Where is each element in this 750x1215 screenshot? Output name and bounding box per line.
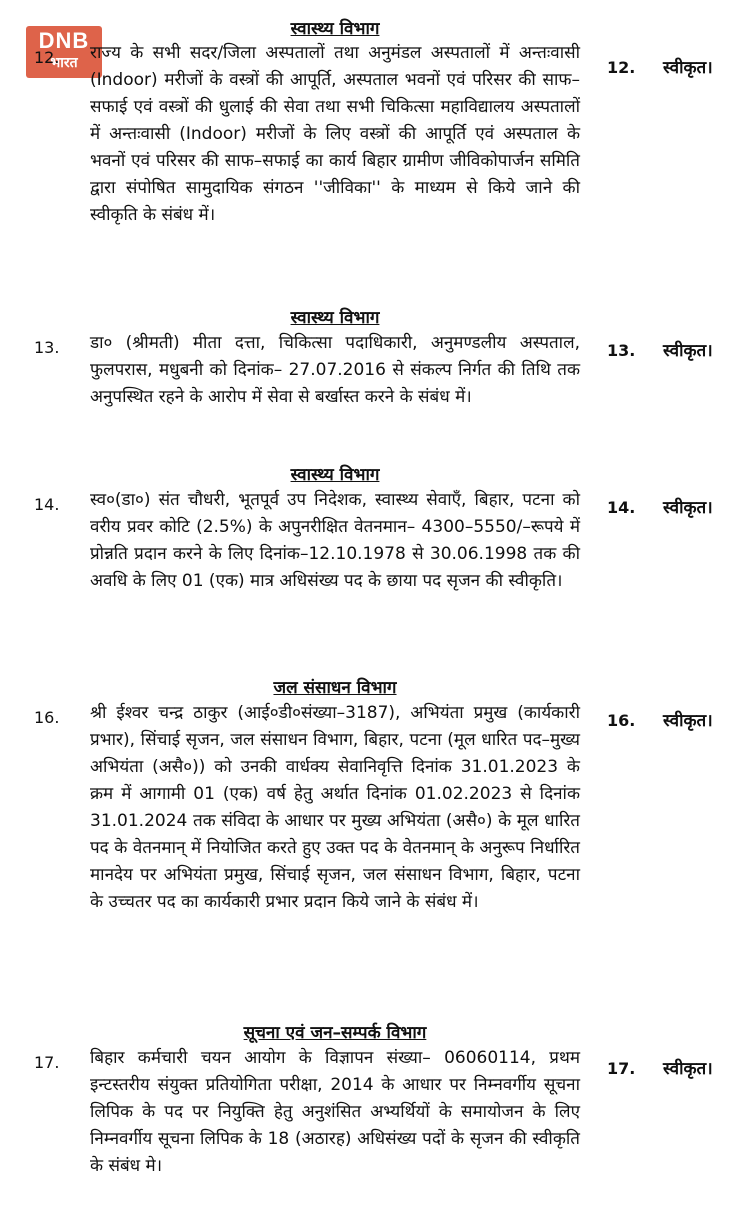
item-text: श्री ईश्वर चन्द्र ठाकुर (आई०डी०संख्या–3187), अभियंता प्रमुख (कार्यकारी प्रभार), सिंचाई सृजन, जल संसाधन विभाग, बिहार, पटना (मूल धारित पद–मुख्य अभियंता (असै०)) को उनकी वार्धक्य सेवानिवृत्ति दिनांक 31.01.2023 के क्रम में आगामी 01 (एक) वर्ष हेतु अर्थात दिनांक 01.02.2023 से दिनांक 31.01.2024 तक संविदा के आधार पर मुख्य अभियंता (असै०) के मूल धारित पद के वेतनमान् में नियोजित करते हुए उक्त पद के वेतनमान् के अनुरूप निर्धारित मानदेय पर अभियंता प्रमुख, सिंचाई सृजन, जल संसाधन विभाग, बिहार, पटना के उच्चतर पद का कार्यकारी प्रभार प्रदान किये जाने के संबंध में। — [90, 703, 580, 912]
item-text: राज्य के सभी सदर/जिला अस्पतालों तथा अनुमंडल अस्पतालों में अन्तःवासी (Indoor) मरीजों के वस्त्रों की आपूर्ति, अस्पताल भवनों एवं परिसर की साफ–सफाई एवं वस्त्रों की धुलाई की सेवा तथा सभी चिकित्सा महाविद्यालय अस्पतालों में अन्तःवासी (Indoor) मरीजों के लिए वस्त्रों की आपूर्ति एवं अस्पताल के भवनों एवं परिसर की साफ–सफाई का कार्य बिहार ग्रामीण जीविकोपार्जन समिति द्वारा संपोषित सामुदायिक संगठन ''जीविका'' के माध्यम से किये जाने की स्वीकृति के संबंध में। — [90, 43, 580, 225]
item-number: 12. — [34, 48, 60, 67]
item-number: 17. — [34, 1053, 60, 1072]
item-text: डा० (श्रीमती) मीता दत्ता, चिकित्सा पदाधिकारी, अनुमण्डलीय अस्पताल, फुलपरास, मधुबनी को दिनांक– 27.07.2016 से संकल्प निर्गत की तिथि तक अनुपस्थित रहने के आरोप में सेवा से बर्खास्त करने के संबंध में। — [90, 333, 580, 407]
status-label: स्वीकृत। — [663, 498, 713, 518]
status-label: स्वीकृत। — [663, 711, 713, 731]
watermark-logo-top: DNB — [38, 28, 90, 53]
department-heading: जल संसाधन विभाग — [273, 678, 397, 698]
item-text: स्व०(डा०) संत चौधरी, भूतपूर्व उप निदेशक, स्वास्थ्य सेवाएँ, बिहार, पटना को वरीय प्रवर कोटि (2.5%) के अपुनरीक्षित वेतनमान– 4300–5550/–रूपये में प्रोन्नति प्रदान करने के लिए दिनांक–12.10.1978 से 30.06.1998 तक की अवधि के लिए 01 (एक) मात्र अधिसंख्य पद के छाया पद सृजन की स्वीकृति। — [90, 490, 580, 591]
item-text: बिहार कर्मचारी चयन आयोग के विज्ञापन संख्या– 06060114, प्रथम इन्टस्तरीय संयुक्त प्रतियोगिता परीक्षा, 2014 के आधार पर निम्नवर्गीय सूचना लिपिक के पद पर नियुक्ति हेतु अनुशंसित अभ्यर्थियों के समायोजन के लिए निम्नवर्गीय सूचना लिपिक के 18 (अठारह) अधिसंख्य पदों के सृजन की स्वीकृति के संबंध मे। — [90, 1048, 580, 1176]
result-number: 14. — [607, 498, 636, 517]
result-number: 16. — [607, 711, 636, 730]
department-heading: स्वास्थ्य विभाग — [290, 19, 380, 39]
status-label: स्वीकृत। — [663, 1059, 713, 1079]
item-number: 14. — [34, 495, 60, 514]
department-heading: सूचना एवं जन–सम्पर्क विभाग — [243, 1023, 427, 1043]
result-number: 13. — [607, 341, 636, 360]
result-number: 12. — [607, 58, 636, 77]
result-number: 17. — [607, 1059, 636, 1078]
item-number: 13. — [34, 338, 60, 357]
item-number: 16. — [34, 708, 60, 727]
department-heading: स्वास्थ्य विभाग — [290, 465, 380, 485]
watermark-logo-bottom: भारत — [50, 54, 78, 70]
status-label: स्वीकृत। — [663, 58, 713, 78]
department-heading: स्वास्थ्य विभाग — [290, 308, 380, 328]
status-label: स्वीकृत। — [663, 341, 713, 361]
